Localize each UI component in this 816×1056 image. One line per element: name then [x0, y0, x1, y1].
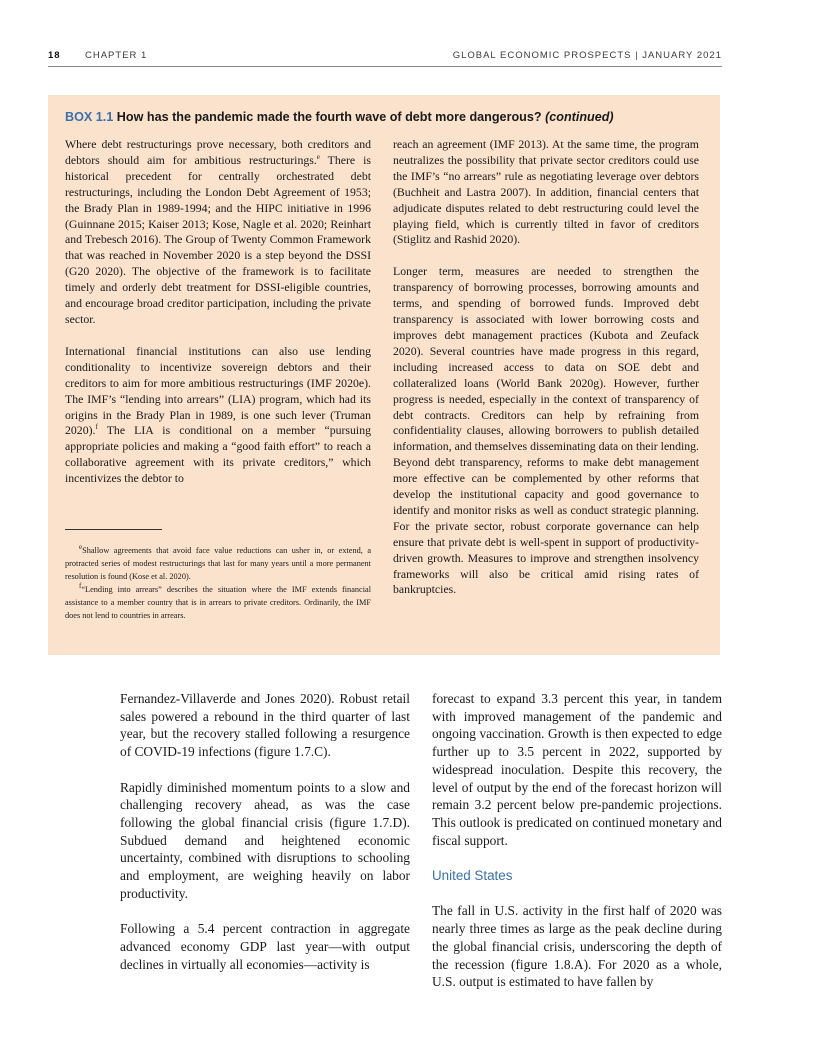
box-paragraph: Where debt restructurings prove necessary, both creditors and debtors should aim for ambitious restructurings.$^e$ There is historical precedent for centrally orchestrated debt restructurings, including the London Debt Agreement of 1953; the Brady Plan in 1989-1994; and the HIPC initiative in 1996 (Guinnane 2015; Kaiser 2013; Kose, Nagle et al. 2020; Reinhart and Trebesch 2016). The Group of Twenty Common Framework that was reached in November 2020 is a step beyond the DSSI (G20 2020). The objective of the framework is to facilitate timely and orderly debt treatment for DSSI-eligible countries, and encourage broad creditor participation, including the private sector. [65, 137, 371, 326]
box-right-column [393, 137, 699, 614]
header-rule [48, 66, 722, 67]
footnote: $^e$Shallow agreements that avoid face value reductions can usher in, or extend, a protracted series of modest restructurings that last for many years until a more permanent resolution is found (Kose et al. 2020). [65, 543, 371, 581]
box-1-1 [48, 95, 720, 655]
box-title-suffix: (continued) [545, 110, 614, 124]
footnote: $^f$“Lending into arrears” describes the situation where the IMF extends financial assistance to a member country that is in arrears to private creditors. Ordinarily, the IMF does not lend to countries in arrears. [65, 582, 371, 620]
box-paragraph: International financial institutions can also use lending conditionality to incentivize sovereign debtors and their creditors to aim for more ambitious restructurings (IMF 2020e). The IMF’s “lending into arrears” (LIA) program, which had its origins in the Brady Plan in 1989, is one such lever (Truman 2020).$^f$ The LIA is conditional on a member “pursuing appropriate policies and making a “good faith effort” to reach a collaborative agreement with its private creditors,” which incentivizes the debtor to [65, 343, 371, 486]
body-right-column [432, 690, 722, 1009]
body-paragraph: forecast to expand 3.3 percent this year, in tandem with improved management of the pandemic and ongoing vaccination. Growth is then expected to edge further up to 3.5 percent in 2022, supported by widespread inoculation. Despite this recovery, the level of output by the end of the forecast horizon will remain 3.2 percent below pre-pandemic projections. This outlook is predicated on continued monetary and fiscal support. [432, 691, 722, 848]
box-label: BOX 1.1 [65, 110, 114, 124]
box-paragraph: reach an agreement (IMF 2013). At the same time, the program neutralizes the possibility that private sector creditors could use the IMF’s “no arrears” rule as negotiating leverage over debtors (Buchheit and Lastra 2007). In addition, financial centers that adjudicate disputes related to debt restructuring could level the playing field, which is currently tilted in favor of creditors (Stiglitz and Rashid 2020). [393, 137, 699, 247]
footnote-rule [65, 529, 162, 530]
box-title-text: How has the pandemic made the fourth wave of debt more dangerous? [116, 110, 542, 124]
body-paragraph: Rapidly diminished momentum points to a slow and challenging recovery ahead, as was the case following the global financial crisis (figure 1.7.D). Subdued demand and heightened economic uncertainty, combined with disruptions to schooling and employment, are weighing heavily on labor productivity. [120, 779, 410, 901]
body-paragraph: Fernandez-Villaverde and Jones 2020). Robust retail sales powered a rebound in the third quarter of last year, but the recovery stalled following a resurgence of COVID-19 infections (figure 1.7.C). [120, 691, 410, 760]
body-paragraph: Following a 5.4 percent contraction in aggregate advanced economy GDP last year—with output declines in virtually all economies—activity is [120, 921, 410, 972]
page-number: 18 [48, 50, 61, 61]
footnote-ref: e [316, 152, 320, 161]
box-title [65, 110, 715, 124]
chapter-label: CHAPTER 1 [85, 50, 148, 61]
body-paragraph: The fall in U.S. activity in the first half of 2020 was nearly three times as large as the peak decline during the global financial crisis, underscoring the depth of the recession (figure 1.8.A). For 2020 as a whole, U.S. output is estimated to have fallen by [432, 903, 722, 990]
publication-title: GLOBAL ECONOMIC PROSPECTS | JANUARY 2021 [452, 50, 722, 61]
running-head [48, 50, 722, 66]
box-paragraph: Longer term, measures are needed to strengthen the transparency of borrowing processes, borrowing amounts and terms, and spending of borrowed funds. Improved debt transparency is associated with lower borrowing costs and improves debt management practices (Kubota and Zeufack 2020). Several countries have made progress in this regard, including increased access to data on SOE debt and collateralized loans (World Bank 2020g). However, further progress is needed, especially in the context of transparency of debt contracts. Creditors can help by refraining from confidentiality clauses, allowing borrowers to publish detailed information, and themselves disseminating data on their lending. Beyond debt transparency, reforms to make debt management more effective can be complemented by other reforms that develop the institutional capacity and good governance to identify and monitor risks as well as conduct strategic planning. For the private sector, robust corporate governance can help ensure that private debt is well-spent in support of productivity-driven growth. Measures to improve and strengthen insolvency frameworks will also be critical amid rising rates of bankruptcies. [393, 264, 699, 597]
section-heading: United States [432, 868, 513, 884]
box-left-column [65, 137, 371, 503]
footnote-ref: f [95, 423, 98, 432]
footnotes [65, 544, 371, 622]
body-left-column [120, 690, 410, 991]
